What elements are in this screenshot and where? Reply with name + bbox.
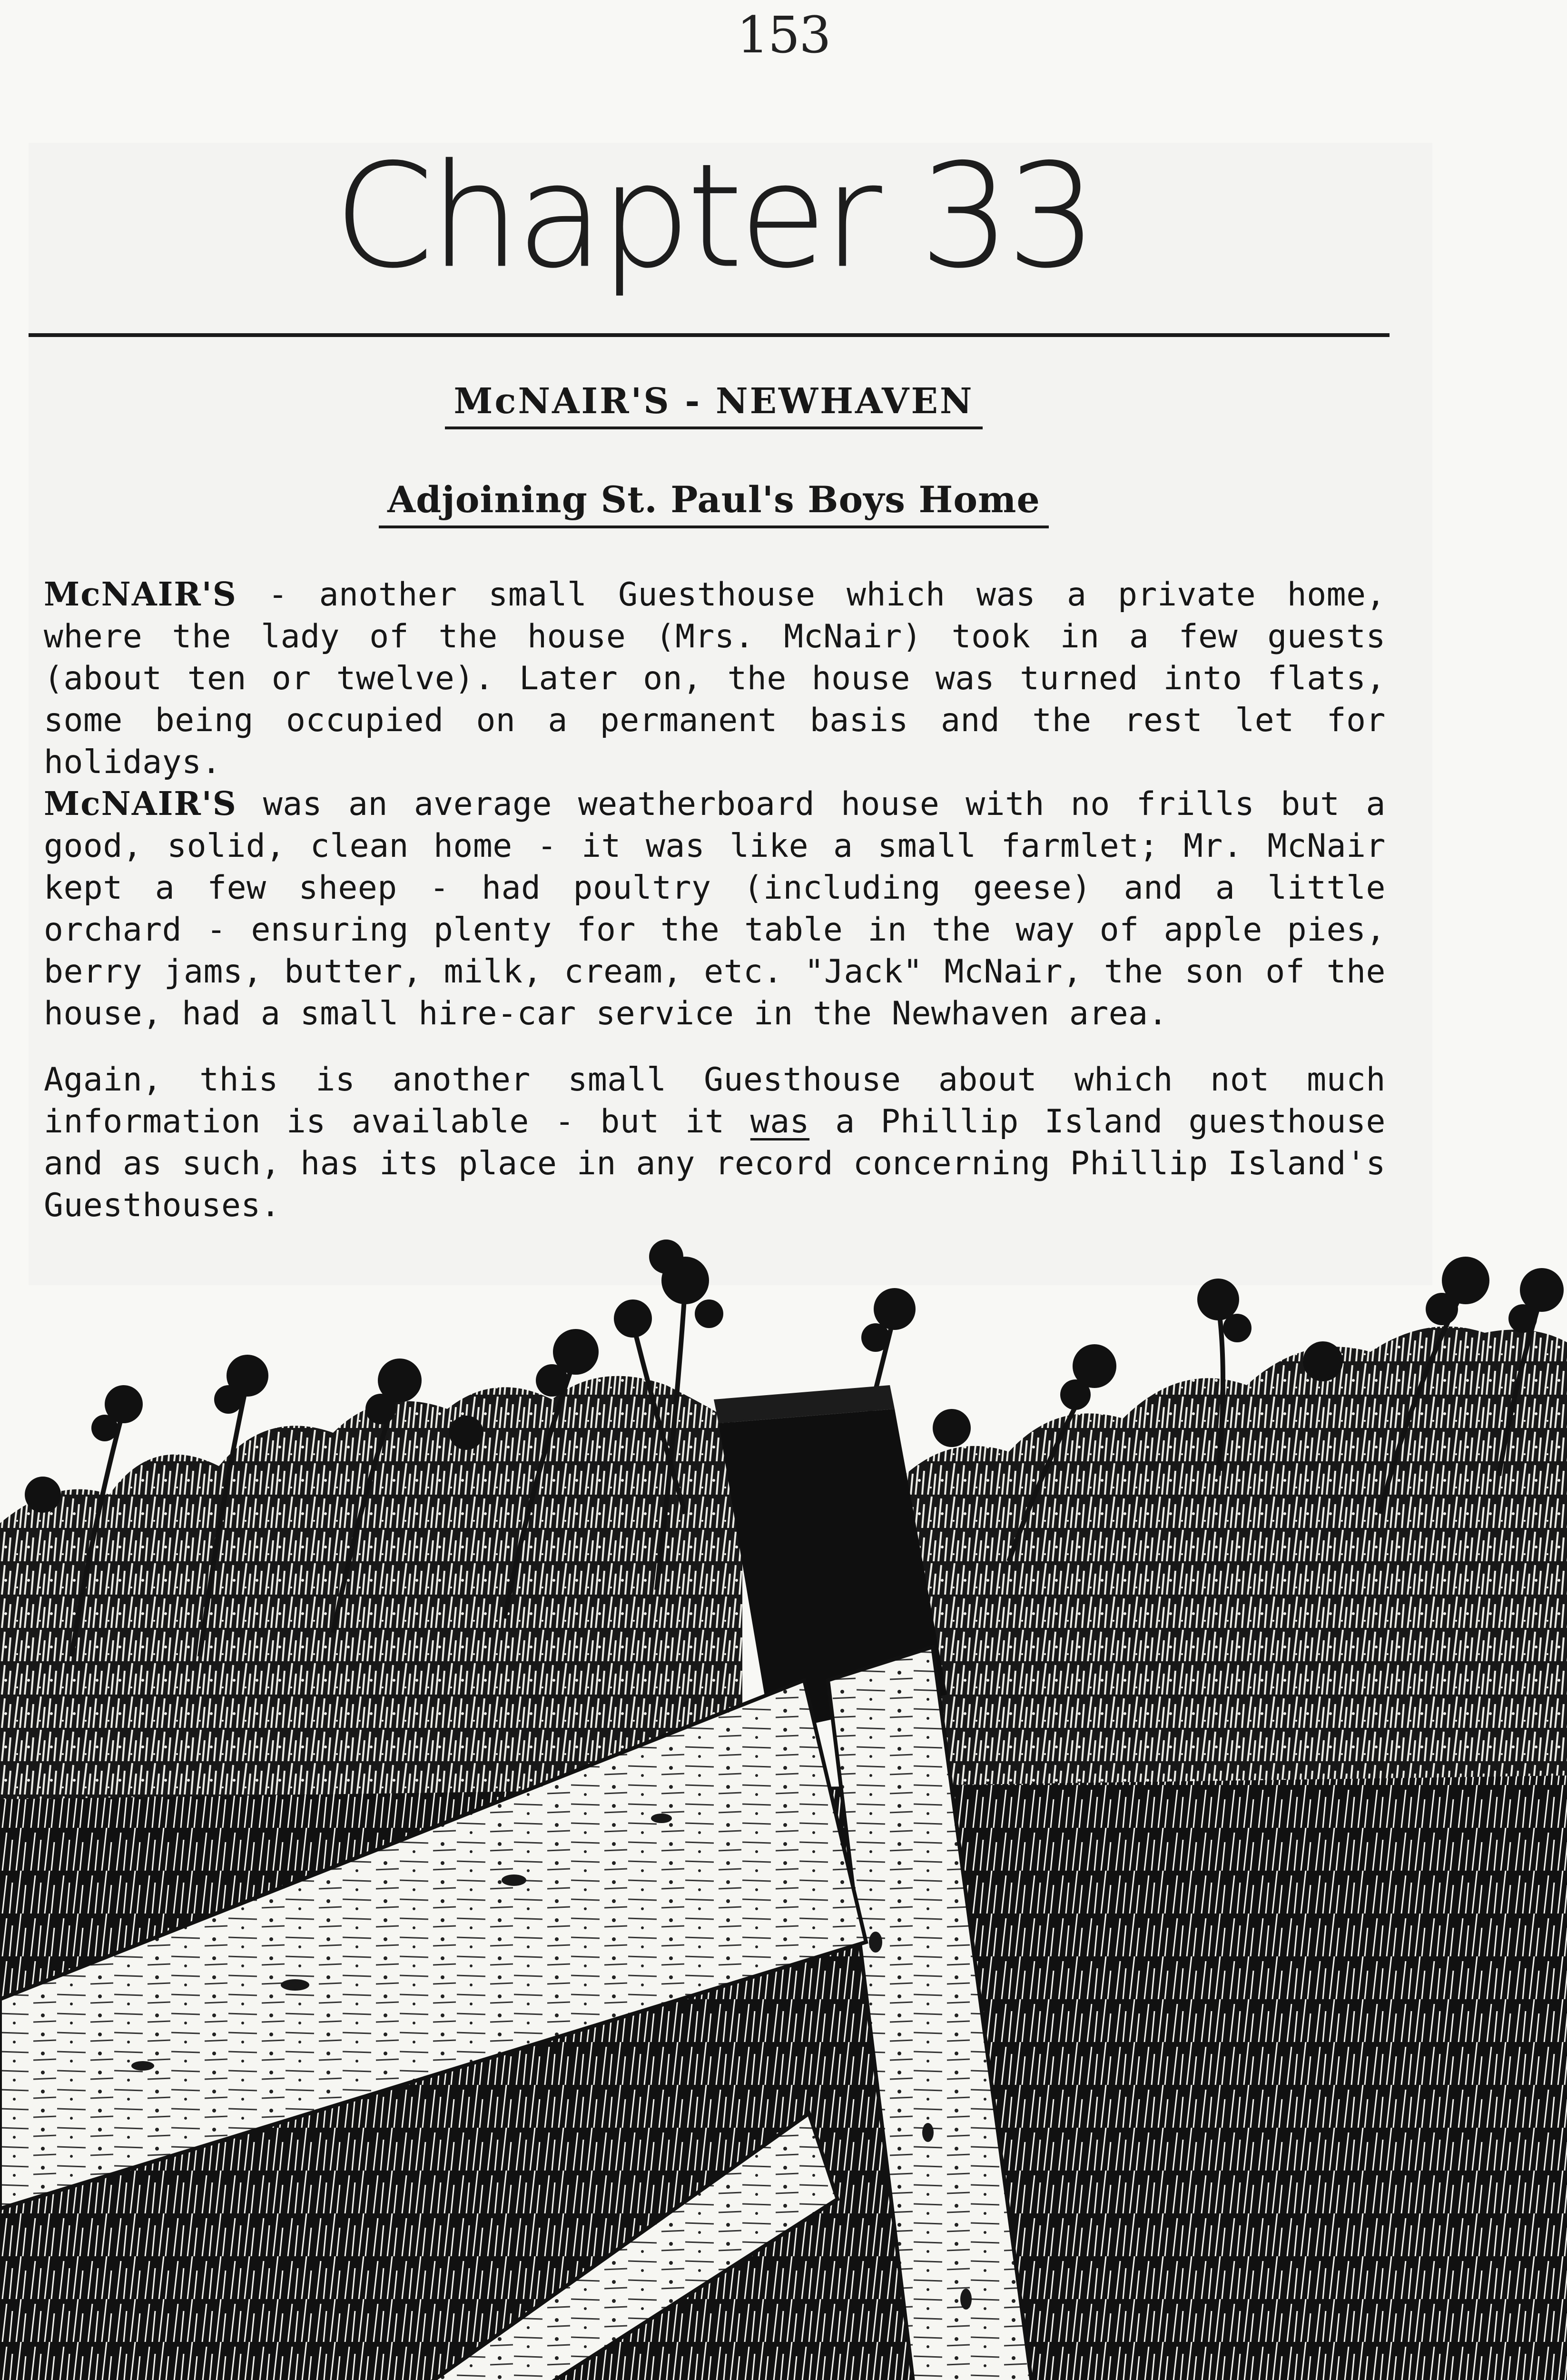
section-heading [0, 381, 1428, 429]
paragraph-2-lead: McNAIR'S [44, 785, 237, 823]
section-subheading-text: Adjoining St. Paul's Boys Home [379, 478, 1049, 528]
title-divider [29, 333, 1390, 337]
section-subheading [0, 478, 1428, 528]
fence-photograph-image [0, 1228, 1567, 2380]
paragraph-2-text: was an average weatherboard house with no frills but a good, solid, clean home - it was like a small farmlet; Mr. McNair kept a few sheep - had poultry (including geese) and a little orchard - ensuring plenty for the table in the way of apple pies, berry jams, butter, milk, cream, etc. "Jack" McNair, the son of the house, had a small hire-car service in the Newhaven area. [44, 785, 1386, 1032]
paragraph-3-emphasis: was [750, 1103, 810, 1140]
paragraph-2 [44, 783, 1386, 1035]
section-heading-text: McNAIR'S - NEWHAVEN [445, 381, 982, 429]
paragraph-3-text-end: a Phillip Island guesthouse and as such, has its place in any record concerning Phillip Island's Guesthouses. [44, 1103, 1386, 1224]
paragraph-3 [44, 1059, 1386, 1227]
chapter-title: Chapter 33 [334, 133, 1094, 299]
fence-photograph [0, 1228, 1567, 2380]
paragraph-3-text-start: Again, this is another small Guesthouse about which not much information is available - but it [44, 1061, 1386, 1140]
paragraph-1-text: - another small Guesthouse which was a private home, where the lady of the house (Mrs. McNair) took in a few guests (about ten or twelve). Later on, the house was turned into flats, some being occupied on a permanent basis and the rest let for holidays. [44, 576, 1386, 781]
paragraph-1 [44, 574, 1386, 783]
paragraph-1-lead: McNAIR'S [44, 575, 237, 614]
page-number: 153 [737, 6, 830, 64]
